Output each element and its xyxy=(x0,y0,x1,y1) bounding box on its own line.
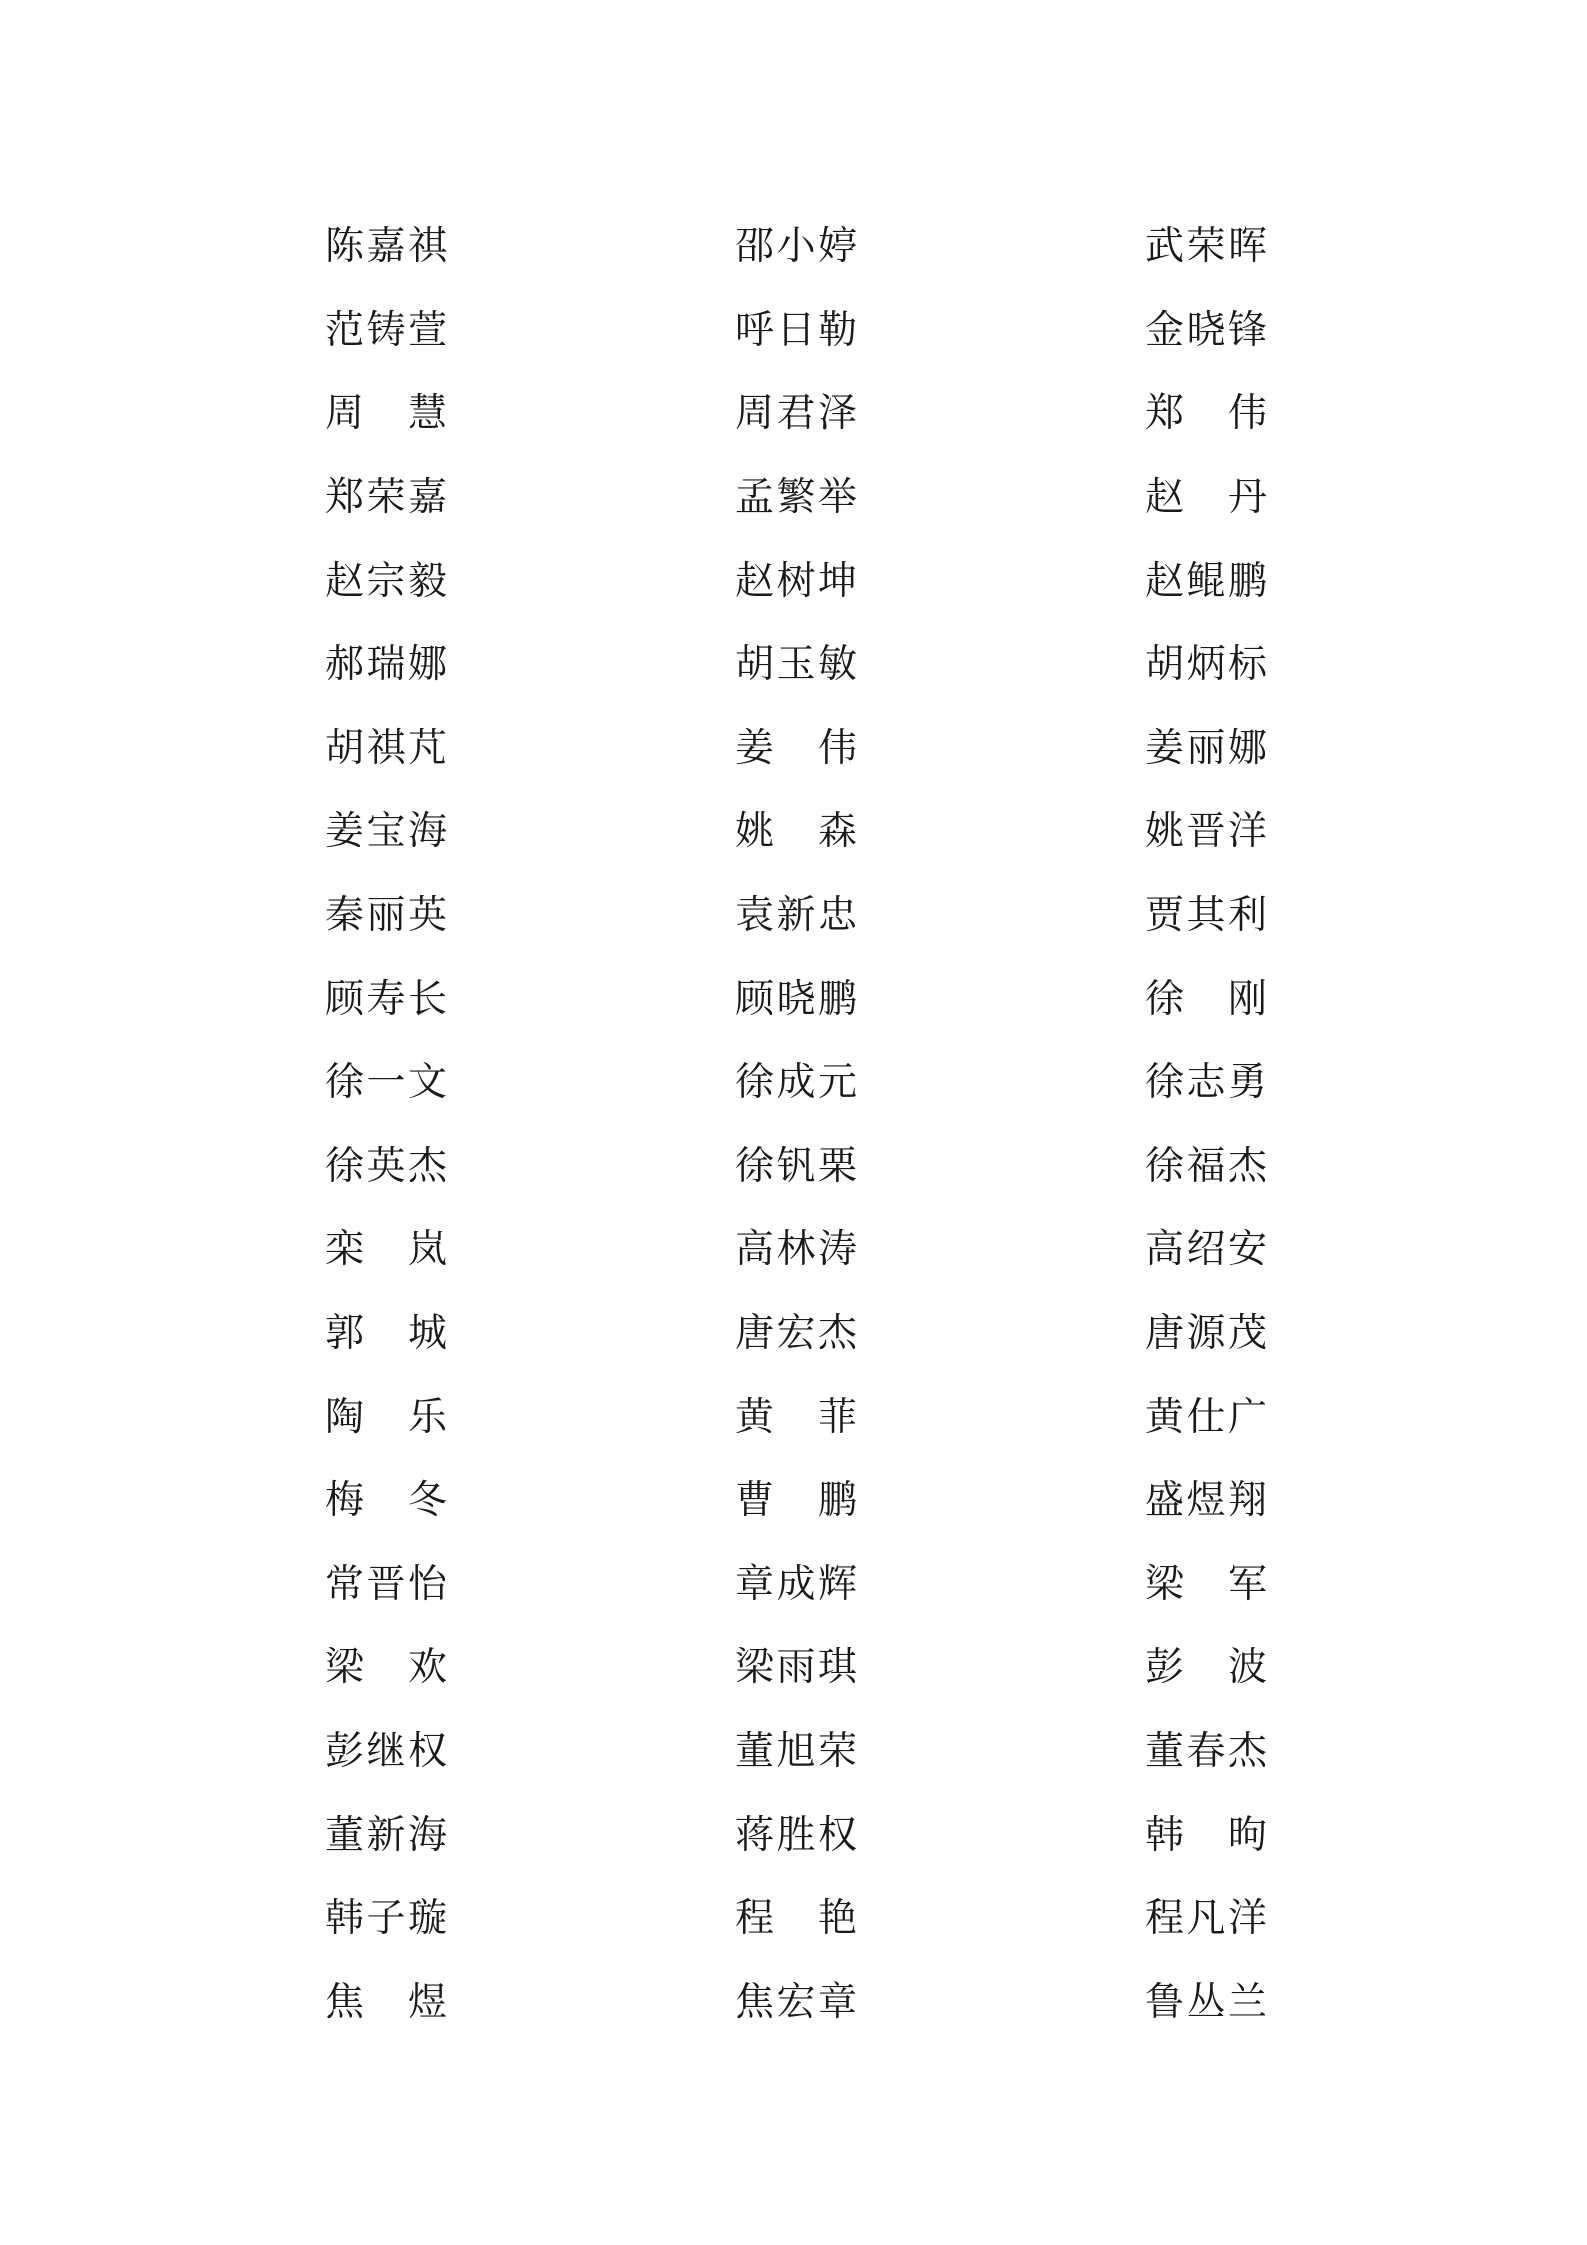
name-entry: 栾 岚 xyxy=(325,1227,447,1273)
name-entry: 唐 宏 杰 xyxy=(735,1311,857,1357)
name-entry: 郑 荣 嘉 xyxy=(325,475,447,521)
name-entry: 贾 其 利 xyxy=(1145,893,1267,939)
name-entry: 姜 伟 xyxy=(735,725,857,771)
name-entry: 程 艳 xyxy=(735,1896,857,1942)
name-entry: 韩 昫 xyxy=(1145,1812,1267,1858)
name-entry: 董 新 海 xyxy=(325,1812,447,1858)
name-entry: 梁 军 xyxy=(1145,1561,1267,1607)
name-entry: 邵 小 婷 xyxy=(735,224,857,270)
name-entry: 徐 福 杰 xyxy=(1145,1143,1267,1189)
name-entry: 曹 鹏 xyxy=(735,1478,857,1524)
name-entry: 徐 钒 栗 xyxy=(735,1143,857,1189)
name-entry: 蒋 胜 权 xyxy=(735,1812,857,1858)
name-entry: 董 旭 荣 xyxy=(735,1728,857,1774)
name-entry: 赵 树 坤 xyxy=(735,558,857,604)
name-entry: 黄 菲 xyxy=(735,1394,857,1440)
name-entry: 金 晓 锋 xyxy=(1145,307,1267,353)
name-entry: 徐 一 文 xyxy=(325,1060,447,1106)
name-entry: 顾 寿 长 xyxy=(325,976,447,1022)
name-entry: 鲁 丛 兰 xyxy=(1145,1979,1267,2025)
name-entry: 梅 冬 xyxy=(325,1478,447,1524)
name-entry: 徐 志 勇 xyxy=(1145,1060,1267,1106)
name-entry: 梁 雨 琪 xyxy=(735,1645,857,1691)
name-entry: 常 晋 怡 xyxy=(325,1561,447,1607)
name-entry: 郭 城 xyxy=(325,1311,447,1357)
name-entry: 袁 新 忠 xyxy=(735,893,857,939)
name-entry: 黄 仕 广 xyxy=(1145,1394,1267,1440)
name-entry: 章 成 辉 xyxy=(735,1561,857,1607)
name-entry: 呼 日 勒 xyxy=(735,307,857,353)
name-entry: 焦 宏 章 xyxy=(735,1979,857,2025)
name-list xyxy=(325,205,1265,2044)
name-entry: 赵 丹 xyxy=(1145,475,1267,521)
name-entry: 赵 鲲 鹏 xyxy=(1145,558,1267,604)
name-entry: 姜 宝 海 xyxy=(325,809,447,855)
name-entry: 焦 煜 xyxy=(325,1979,447,2025)
name-entry: 周 君 泽 xyxy=(735,391,857,437)
name-entry: 董 春 杰 xyxy=(1145,1728,1267,1774)
name-entry: 徐 刚 xyxy=(1145,976,1267,1022)
name-entry: 胡 炳 标 xyxy=(1145,642,1267,688)
name-entry: 徐 成 元 xyxy=(735,1060,857,1106)
name-entry: 韩 子 璇 xyxy=(325,1896,447,1942)
name-entry: 顾 晓 鹏 xyxy=(735,976,857,1022)
name-entry: 程 凡 洋 xyxy=(1145,1896,1267,1942)
name-entry: 梁 欢 xyxy=(325,1645,447,1691)
name-entry: 郝 瑞 娜 xyxy=(325,642,447,688)
name-entry: 徐 英 杰 xyxy=(325,1143,447,1189)
name-entry: 秦 丽 英 xyxy=(325,893,447,939)
name-entry: 武 荣 晖 xyxy=(1145,224,1267,270)
name-entry: 高 林 涛 xyxy=(735,1227,857,1273)
name-entry: 周 慧 xyxy=(325,391,447,437)
name-entry: 唐 源 茂 xyxy=(1145,1311,1267,1357)
name-entry: 范 铸 萱 xyxy=(325,307,447,353)
name-entry: 赵 宗 毅 xyxy=(325,558,447,604)
name-entry: 胡 祺 芃 xyxy=(325,725,447,771)
name-entry: 彭 继 权 xyxy=(325,1728,447,1774)
name-entry: 郑 伟 xyxy=(1145,391,1267,437)
name-entry: 胡 玉 敏 xyxy=(735,642,857,688)
name-entry: 姚 森 xyxy=(735,809,857,855)
name-entry: 陶 乐 xyxy=(325,1394,447,1440)
name-entry: 孟 繁 举 xyxy=(735,475,857,521)
name-entry: 姜 丽 娜 xyxy=(1145,725,1267,771)
name-entry: 彭 波 xyxy=(1145,1645,1267,1691)
name-entry: 陈 嘉 祺 xyxy=(325,224,447,270)
name-entry: 姚 晋 洋 xyxy=(1145,809,1267,855)
name-entry: 盛 煜 翔 xyxy=(1145,1478,1267,1524)
name-entry: 高 绍 安 xyxy=(1145,1227,1267,1273)
